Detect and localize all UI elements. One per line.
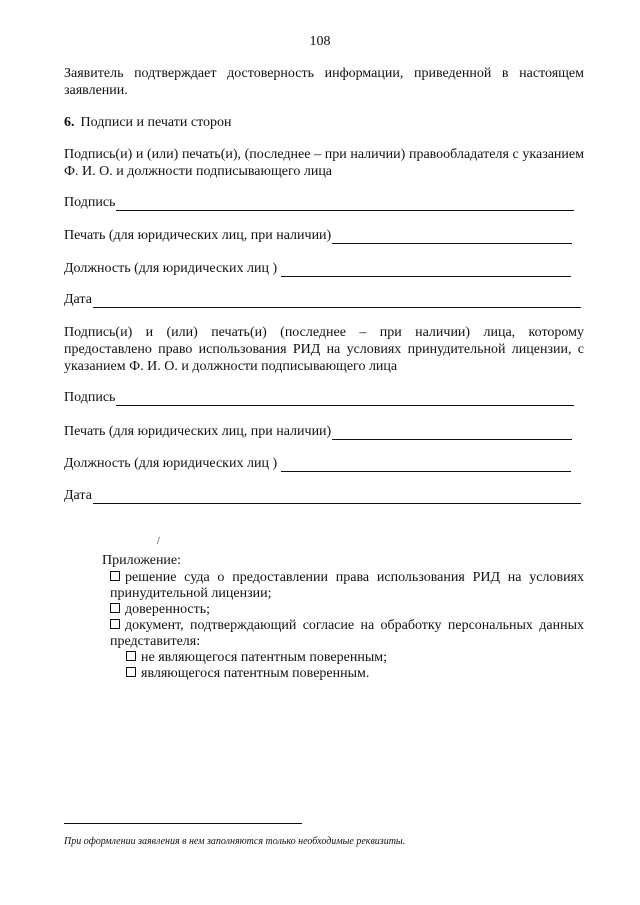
attachment-item-court-decision[interactable] (110, 570, 584, 602)
attachment-item-power-of-attorney[interactable] (110, 602, 584, 618)
attachment-subitem-not-patent-attorney[interactable] (126, 650, 387, 666)
licensee-signature-field[interactable] (64, 390, 574, 406)
attachment-item-consent-document[interactable] (110, 618, 584, 650)
rightholder-signature-field[interactable] (64, 195, 574, 211)
page-number: 108 (309, 34, 331, 49)
rightholder-date-field[interactable] (64, 292, 581, 308)
position-label: Должность (для юридических лиц ) (64, 456, 278, 471)
position-line[interactable] (281, 458, 571, 472)
seal-line[interactable] (332, 426, 572, 440)
date-label: Дата (64, 292, 92, 307)
section-heading (64, 115, 232, 131)
seal-line[interactable] (332, 230, 572, 244)
date-line[interactable] (93, 294, 581, 308)
position-label: Должность (для юридических лиц ) (64, 261, 278, 276)
attachment-subitem-label: не являющегося патентным поверенным; (141, 650, 387, 665)
checkbox-icon[interactable] (110, 603, 120, 613)
checkbox-icon[interactable] (126, 667, 136, 677)
signature-line[interactable] (116, 392, 574, 406)
date-label: Дата (64, 488, 92, 503)
seal-label: Печать (для юридических лиц, при наличии) (64, 424, 332, 439)
attachment-subitem-label: являющегося патентным поверенным. (141, 666, 370, 681)
attachment-subitem-patent-attorney[interactable] (126, 666, 369, 682)
section-number: 6. (64, 115, 75, 130)
seal-label: Печать (для юридических лиц, при наличии) (64, 228, 332, 243)
licensee-date-field[interactable] (64, 488, 581, 504)
section-title: Подписи и печати сторон (80, 115, 232, 130)
checkbox-icon[interactable] (110, 619, 120, 629)
date-line[interactable] (93, 490, 581, 504)
rightholder-position-field[interactable] (64, 261, 571, 277)
checkbox-icon[interactable] (110, 571, 120, 581)
signature-label: Подпись (64, 195, 116, 210)
licensee-position-field[interactable] (64, 456, 571, 472)
attachment-item-label: документ, подтверждающий согласие на обработку персональных данных представителя: (110, 618, 584, 649)
rightholder-seal-field[interactable] (64, 228, 572, 244)
stray-mark: / (157, 536, 160, 547)
attachment-item-label: доверенность; (125, 602, 211, 617)
footnote-divider (64, 823, 302, 824)
licensee-signature-heading: Подпись(и) и (или) печать(и) (последнее – при наличии) лица, которому предоставлено право использования РИД на условиях принудительной лицензии, с указанием Ф. И. О. и должности подписывающего лица (64, 325, 584, 374)
licensee-seal-field[interactable] (64, 424, 572, 440)
footnote: При оформлении заявления в нем заполняются только необходимые реквизиты. (64, 836, 406, 847)
position-line[interactable] (281, 263, 571, 277)
signature-line[interactable] (116, 197, 574, 211)
attachment-title: Приложение: (102, 553, 182, 568)
confirmation-paragraph: Заявитель подтверждает достоверность информации, приведенной в настоящем заявлении. (64, 66, 584, 98)
attachment-item-label: решение суда о предоставлении права использования РИД на условиях принудительной лицензии; (110, 570, 584, 601)
checkbox-icon[interactable] (126, 651, 136, 661)
rightholder-signature-heading: Подпись(и) и (или) печать(и), (последнее – при наличии) правообладателя с указанием Ф. И. О. и должности подписывающего лица (64, 147, 584, 179)
signature-label: Подпись (64, 390, 116, 405)
